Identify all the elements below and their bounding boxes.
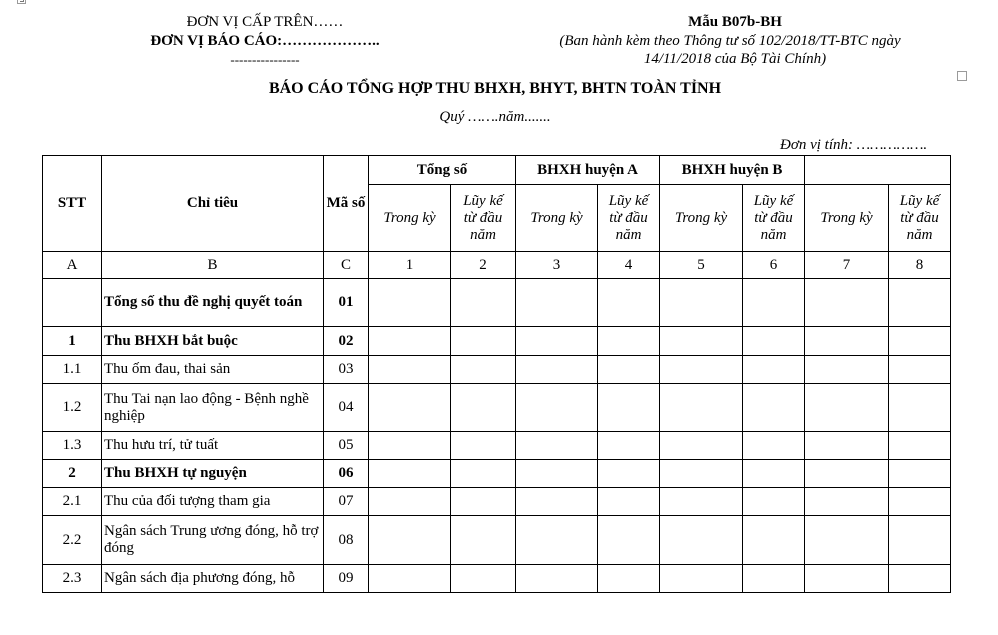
row-stt: 1 <box>43 327 102 356</box>
data-cell[interactable] <box>451 327 516 356</box>
header-group-district-b: BHXH huyện B <box>660 156 805 185</box>
data-cell[interactable] <box>598 279 660 327</box>
data-cell[interactable] <box>598 516 660 565</box>
data-cell[interactable] <box>889 356 951 384</box>
header-group-blank <box>805 156 951 185</box>
row-stt: 2 <box>43 460 102 488</box>
data-cell[interactable] <box>516 356 598 384</box>
data-cell[interactable] <box>369 356 451 384</box>
column-letter: C <box>324 252 369 279</box>
row-stt: 2.1 <box>43 488 102 516</box>
column-letter: 8 <box>889 252 951 279</box>
data-cell[interactable] <box>889 279 951 327</box>
data-cell[interactable] <box>660 356 743 384</box>
column-letter: 7 <box>805 252 889 279</box>
data-cell[interactable] <box>369 432 451 460</box>
data-cell[interactable] <box>889 432 951 460</box>
data-cell[interactable] <box>369 460 451 488</box>
table-row <box>43 565 951 593</box>
row-label: Thu của đối tượng tham gia <box>102 488 324 516</box>
table-row <box>43 432 951 460</box>
data-cell[interactable] <box>369 565 451 593</box>
data-cell[interactable] <box>369 279 451 327</box>
issued-line-2: 14/11/2018 của Bộ Tài Chính) <box>643 51 827 67</box>
cum-line-2: từ đầu <box>900 209 939 226</box>
subheader-cumulative <box>889 185 951 252</box>
data-cell[interactable] <box>743 356 805 384</box>
column-letter: 2 <box>451 252 516 279</box>
data-cell[interactable] <box>743 279 805 327</box>
data-cell[interactable] <box>660 516 743 565</box>
data-cell[interactable] <box>805 279 889 327</box>
cum-line-3: năm <box>615 226 642 243</box>
data-cell[interactable] <box>743 565 805 593</box>
data-cell[interactable] <box>743 460 805 488</box>
data-cell[interactable] <box>598 384 660 432</box>
row-stt: 1.1 <box>43 356 102 384</box>
row-stt: 1.2 <box>43 384 102 432</box>
cum-line-1: Lũy kế <box>463 192 503 209</box>
header-indicator: Chỉ tiêu <box>102 156 324 252</box>
table-row <box>43 460 951 488</box>
data-cell[interactable] <box>660 384 743 432</box>
column-letter: 1 <box>369 252 451 279</box>
column-letter: 6 <box>743 252 805 279</box>
data-cell[interactable] <box>451 384 516 432</box>
table-move-handle-icon[interactable] <box>17 0 26 4</box>
subheader-period: Trong kỳ <box>660 185 743 252</box>
resize-handle-icon[interactable] <box>957 71 967 81</box>
data-cell[interactable] <box>598 565 660 593</box>
row-label: Ngân sách địa phương đóng, hỗ <box>102 565 324 593</box>
data-cell[interactable] <box>889 460 951 488</box>
data-cell[interactable] <box>743 516 805 565</box>
data-cell[interactable] <box>516 565 598 593</box>
data-cell[interactable] <box>660 565 743 593</box>
reporting-unit: ĐƠN VỊ BÁO CÁO:……………….. <box>150 33 380 49</box>
header-group-total: Tổng số <box>369 156 516 185</box>
row-label: Thu BHXH bắt buộc <box>102 327 324 356</box>
header-divider: ---------------- <box>230 52 300 67</box>
row-code: 09 <box>324 565 369 593</box>
data-cell[interactable] <box>805 432 889 460</box>
data-cell[interactable] <box>369 384 451 432</box>
report-period: Quý …….năm....... <box>439 109 551 125</box>
data-cell[interactable] <box>743 432 805 460</box>
header-group-district-a: BHXH huyện A <box>516 156 660 185</box>
data-cell[interactable] <box>451 488 516 516</box>
row-code: 06 <box>324 460 369 488</box>
column-letter: A <box>43 252 102 279</box>
data-cell[interactable] <box>369 488 451 516</box>
form-code: Mẫu B07b-BH <box>688 14 782 30</box>
cum-line-3: năm <box>760 226 787 243</box>
data-cell[interactable] <box>598 356 660 384</box>
data-cell[interactable] <box>369 327 451 356</box>
cum-line-1: Lũy kế <box>753 192 794 209</box>
row-stt <box>43 279 102 327</box>
table-row <box>43 327 951 356</box>
data-cell[interactable] <box>805 460 889 488</box>
data-cell[interactable] <box>743 327 805 356</box>
subheader-period: Trong kỳ <box>369 185 451 252</box>
column-letter: 5 <box>660 252 743 279</box>
row-label: Tổng số thu đề nghị quyết toán <box>102 279 324 327</box>
row-stt: 2.2 <box>43 516 102 565</box>
report-title: BÁO CÁO TỔNG HỢP THU BHXH, BHYT, BHTN TOÀN TỈNH <box>268 80 722 97</box>
data-cell[interactable] <box>660 488 743 516</box>
cum-line-1: Lũy kế <box>899 192 940 209</box>
data-cell[interactable] <box>889 384 951 432</box>
row-code: 07 <box>324 488 369 516</box>
row-label: Thu ốm đau, thai sản <box>102 356 324 384</box>
cum-line-1: Lũy kế <box>608 192 649 209</box>
row-label: Thu Tai nạn lao động - Bệnh nghề nghiệp <box>102 384 324 432</box>
data-cell[interactable] <box>598 432 660 460</box>
data-cell[interactable] <box>516 432 598 460</box>
table-row <box>43 356 951 384</box>
row-code: 02 <box>324 327 369 356</box>
data-cell[interactable] <box>451 565 516 593</box>
column-letter: 4 <box>598 252 660 279</box>
data-cell[interactable] <box>805 327 889 356</box>
column-letter: B <box>102 252 324 279</box>
row-stt: 2.3 <box>43 565 102 593</box>
row-code: 05 <box>324 432 369 460</box>
data-cell[interactable] <box>805 384 889 432</box>
data-cell[interactable] <box>889 565 951 593</box>
subheader-period: Trong kỳ <box>516 185 598 252</box>
data-cell[interactable] <box>805 565 889 593</box>
data-cell[interactable] <box>516 516 598 565</box>
row-code: 03 <box>324 356 369 384</box>
data-cell[interactable] <box>598 460 660 488</box>
data-cell[interactable] <box>889 327 951 356</box>
issued-line-1: (Ban hành kèm theo Thông tư số 102/2018/TT-BTC ngày <box>559 33 901 49</box>
data-cell[interactable] <box>598 327 660 356</box>
data-cell[interactable] <box>516 488 598 516</box>
cum-line-2: từ đầu <box>463 209 503 226</box>
data-cell[interactable] <box>805 356 889 384</box>
data-cell[interactable] <box>660 432 743 460</box>
table-row <box>43 488 951 516</box>
data-cell[interactable] <box>805 488 889 516</box>
data-cell[interactable] <box>743 384 805 432</box>
unit-of-measure: Đơn vị tính: ……………. <box>780 137 928 153</box>
data-cell[interactable] <box>516 279 598 327</box>
report-table <box>42 155 951 593</box>
table-row <box>43 279 951 327</box>
table-row <box>43 516 951 565</box>
data-cell[interactable] <box>889 488 951 516</box>
header-stt: STT <box>43 156 102 252</box>
data-cell[interactable] <box>805 516 889 565</box>
data-cell[interactable] <box>451 356 516 384</box>
table-row <box>43 384 951 432</box>
data-cell[interactable] <box>889 516 951 565</box>
row-code: 01 <box>324 279 369 327</box>
row-stt: 1.3 <box>43 432 102 460</box>
column-letter-row <box>43 252 951 279</box>
row-label: Thu hưu trí, tử tuất <box>102 432 324 460</box>
data-cell[interactable] <box>660 460 743 488</box>
subheader-cumulative <box>743 185 805 252</box>
data-cell[interactable] <box>516 384 598 432</box>
subheader-cumulative <box>451 185 516 252</box>
data-cell[interactable] <box>598 488 660 516</box>
data-cell[interactable] <box>660 279 743 327</box>
data-cell[interactable] <box>451 432 516 460</box>
data-cell[interactable] <box>451 516 516 565</box>
superior-unit: ĐƠN VỊ CẤP TRÊN…… <box>186 14 344 30</box>
row-code: 04 <box>324 384 369 432</box>
data-cell[interactable] <box>516 460 598 488</box>
subheader-cumulative <box>598 185 660 252</box>
column-letter: 3 <box>516 252 598 279</box>
cum-line-2: từ đầu <box>754 209 793 226</box>
data-cell[interactable] <box>369 516 451 565</box>
data-cell[interactable] <box>451 460 516 488</box>
data-cell[interactable] <box>516 327 598 356</box>
row-label: Thu BHXH tự nguyện <box>102 460 324 488</box>
data-cell[interactable] <box>451 279 516 327</box>
cum-line-3: năm <box>906 226 933 243</box>
header-code: Mã số <box>324 156 369 252</box>
cum-line-3: năm <box>470 226 496 243</box>
subheader-period: Trong kỳ <box>805 185 889 252</box>
cum-line-2: từ đầu <box>609 209 648 226</box>
data-cell[interactable] <box>660 327 743 356</box>
row-code: 08 <box>324 516 369 565</box>
row-label: Ngân sách Trung ương đóng, hỗ trợ đóng <box>102 516 324 565</box>
data-cell[interactable] <box>743 488 805 516</box>
